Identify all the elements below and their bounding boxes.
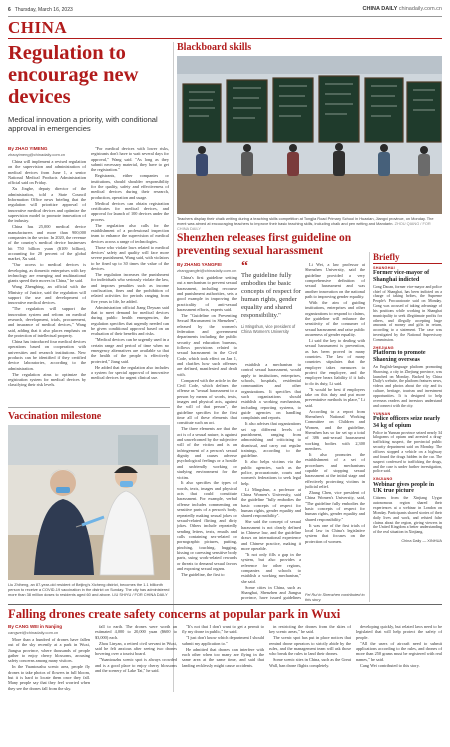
site-url: chinadaily.com.cn: [398, 6, 442, 12]
paragraph: According to a report from Shenzhen's National Working Committee on Children and Women, and the guideline, Shenzhen has so far set up a total of 386 anti-sexual harassment working bodies with 2,300 members.: [305, 408, 365, 452]
lead-deck: Medical innovation a priority, with conditional approval in emergencies: [8, 115, 158, 134]
masthead: CHINA DAILY: [362, 6, 398, 12]
paragraph: Compared with the article in the Civil Code, which defines the offense as "sexual harassment to a person by means of words, texts, images and physical acts, against the will of that person", the guideline specifies for the first time all of these elements that constitute such an act.: [177, 377, 237, 426]
paragraph: "Our access to medical devices is developing, as domestic enterprises with key technology are emerging and multinational giants speed their moves in China," he said.: [8, 262, 86, 284]
page-number: 6: [8, 7, 11, 13]
wuxi-body-2: [95, 624, 177, 742]
shenzhen-headline: Shenzhen releases first guideline on preventing sexual harassment: [177, 232, 352, 257]
paragraph: "For medical devices with lower risks, registrants don't have to wait several days for approval," Wang said. "As long as they submit necessary material, they have to get the registration.": [91, 146, 169, 173]
shenzhen-body-1: [177, 275, 237, 600]
wuxi-body-5: [356, 624, 442, 742]
brief-headline: Platform to promote Shaoxing overseas: [373, 350, 426, 364]
section-rule: [8, 38, 442, 39]
brief-headline: Police officers seize nearly 34 kg of opium: [373, 416, 441, 429]
wuxi-email: cangwei@chinadaily.com.cn: [8, 630, 59, 635]
paragraph: The regulation aims to optimize the registration system for medical devices by classifying their risk levels.: [8, 371, 86, 388]
blackboard-photo: [177, 56, 442, 214]
brief-item: [373, 346, 442, 409]
paragraph: It also advises that organizations set up different levels of punishment, ranging from admonishing and criticizing to dismissal, and carry out regular trainings, according to the guideline.: [241, 421, 301, 459]
paragraph: In the Yuantouzhu scenic area, people fly drones to take photos of flowers in full bloom, but it is hard to locate them once they fall. Many people say that they feel worried when they see the drones fall from the sky.: [8, 664, 90, 691]
brief-item: [373, 266, 442, 343]
paragraph: "It's not that I don't want to get a permit to fly my drone in public," he said.: [182, 624, 264, 635]
wuxi-headline: Falling drones create safety concerns at popular park in Wuxi: [8, 607, 341, 621]
shenzhen-email: zhangyangfei@chinadaily.com.cn: [177, 268, 237, 273]
lead-email: zhaoyimeng@chinadaily.com.cn: [8, 152, 66, 157]
brief-text: Gong Daoan, former vice-mayor and police chief of Shanghai, has been indicted on a charge of taking bribes, the Supreme People's Procuratorate said on Monday. Gong was accused of taking advantage of his positions while working in Shanghai municipality to seek illegitimate profits for others, and illegally accepting huge amounts of money and gifts in return, according to a statement. The case was investigated by the National Supervisory Commission.: [373, 283, 442, 342]
paragraph: The guideline, the first to: [181, 571, 225, 577]
paragraph: Some cities in China, such as Shanghai, Shenzhen and Jiangsu province, have issued guidelines: [241, 584, 301, 600]
page-folio: [8, 5, 442, 17]
paragraph: China's first guideline setting out a mechanism to prevent sexual harassment, including recourse and punishment authorities, sets a good example in improving the practicality of anti-sexual harassment efforts, experts said.: [177, 275, 237, 313]
paragraph: "Medical devices can be urgently used in a certain range and period of time when no emergency alternatives are available so that the health of the people is effectively protected," Jiang said.: [91, 337, 169, 364]
paragraph: Administration official Jiang Deyuan said that to meet demand for medical devices during public health emergencies, the regulation specifies that urgently needed can be given conditional approval based on an evaluation of their benefits and risks.: [91, 304, 169, 337]
brief-tag: YUNNAN: [373, 411, 391, 416]
paragraph: Wang Zhengbing, an official with the Ministry of Justice, said the regulation will support the use and development of innovative medical devices.: [8, 284, 86, 306]
paragraph: Zhou Linyan, a retired civil servant in Wuxi, said he felt anxious after seeing two drones hovering over a tourist board.: [95, 640, 177, 657]
briefly-sidebar: [373, 252, 442, 604]
paragraph: "All the users of aircraft need to submit applications according to the rules, and drones of more than 250 grams must be registered with real names," he said.: [356, 640, 442, 662]
lead-byline: By ZHAO YIMENG: [8, 146, 48, 151]
paragraph: "Yuantouzhu scenic spot is always crowded and is a good place to enjoy cherry blossoms and the scenery of Lake Tai," he said.: [95, 657, 177, 673]
paragraph: in restricting the drones from the skies of key scenic areas," he said.: [269, 624, 351, 635]
briefly-rule: [373, 263, 442, 264]
paragraph: The three elements are that the act is of a sexual nature, is against and unwelcomed by the subjective will of the victim and is an infringement of a person's sexual dignity and causes adverse psychological feelings or a hostile and unfriendly working or studying environment for the victim.: [177, 426, 237, 480]
shenzhen-byline: By ZHANG YANGFEI: [177, 262, 222, 267]
shenzhen-note: Fei Rui in Shenzhen contributed to this story.: [305, 592, 365, 602]
pull-quote-source: Li Mingshun, vice president of China Women's University: [241, 323, 296, 334]
paragraph: "It not only fills a gap in the system, but also provides a reference for other regions, companies and schools to establish a working mechanism," she said.: [241, 552, 301, 584]
column-divider: [173, 42, 174, 692]
lead-body-2: [91, 146, 169, 404]
vaccination-image: [8, 425, 170, 580]
wuxi-byline: By CANG WEI in Nanjing: [8, 624, 63, 629]
paragraph: establish a mechanism to control sexual harassment, would apply to institutions, enterprises, schools, hospitals, residential communities and other organizations. It specifies that such organizations should establish a working mechanism, including reporting systems, to guide agencies on handling complaints and reports.: [241, 362, 301, 421]
shenzhen-column-1: [177, 262, 237, 600]
paragraph: It also specifies the types of words, texts, images and physical acts that could constitute harassment. For example, verbal offense includes commenting on sensitive parts of a person's body, repeatedly making sexual jokes or sexual-related flirting and dirty jokes. Others include repeatedly sending letters, texts, emails and calls containing sex-related or pornographic pictures, putting, pinching, touching, hugging, kissing or caressing sensitive body parts, using work-related rewards or threats to demand sexual favors and exposing sexual organs.: [177, 480, 237, 571]
section-name: CHINA: [8, 18, 68, 37]
lead-column-1: [8, 146, 86, 404]
brief-text: Citizens from the Xinjiang Uygur autonomous region shared their experiences at a webinar in London on Monday. Participants shared stories of their daily lives and work, and refuted false claims about the region, giving viewers in the United Kingdom a better understanding of the real situation in Xinjiang.: [373, 495, 442, 535]
paragraph: "I just don't know which department I should submit my application to.": [182, 635, 264, 646]
brief-item: [373, 477, 442, 535]
column-divider: [369, 252, 370, 602]
paragraph: Registrants, either companies or institutions, should shoulder responsibility for the quality, safety and effectiveness of medical devices during their research, production, operation and usage.: [91, 173, 169, 200]
paragraph: Xu Jinghe, deputy director of the administration, told a State Council Information Office news briefing that the regulation will prioritize approval of innovative medical devices and optimize the supervision model to promote innovation of the industry.: [8, 186, 86, 224]
paragraph: The "Guideline on Preventing Sexual Harassment in Shenzhen", released by the women's federation and government departments including the public security and education bureaus, follows provisions related to sexual harassment in the Civil Code, which took effect on Jan 1, and clarifies how such offenses are defined, manifested and dealt with.: [177, 313, 237, 377]
paragraph: The scenic spot has put in place notices that remind drone operators to strictly abide by the rules, and the management team will ask those who break the rules to land their drones.: [269, 635, 351, 657]
paragraph: Medical devices can obtain registration certificates for medical devices, and approval for launch of 100 devices under the process.: [91, 200, 169, 222]
pull-quote-text: The guideline fully embodies the basic concepts of respect for human rights, gender equality and shared responsibility.": [241, 272, 301, 320]
photo-caption: [177, 216, 442, 231]
paragraph: Those who violate laws related to medical devices' safety and quality will face more severe punishment, Wang said, with violators to be fined up to 30 times the value of the devices.: [91, 244, 169, 271]
paragraph: The regulation also calls for the establishment of a professional inspection team to enhance the supervision of medical devices across a range of technologies.: [91, 222, 169, 244]
paragraph: More than a hundred of drones have fallen out of the sky recently at a park in Wuxi, Jiangsu province, where thousands of people gather to enjoy cherry blossoms, arousing safety concerns among many visitors.: [8, 637, 90, 664]
paragraph: China has introduced four medical devices operations based on cooperation with universities and research institutions. New products can be identified if they certified device laboratories, according to the administration.: [8, 338, 86, 371]
paragraph: It also promotes the establishment of a set of procedures and mechanisms capable of stopping sexual harassment at the initial stage and effectively protecting victims in judicial relief.: [305, 452, 365, 490]
paragraph: China will implement a revised regulation on the supervision and administration of medical devices from June 1, a senior National Medical Products Administration official said on Friday.: [8, 159, 86, 186]
section-divider: [8, 407, 170, 408]
paragraph: It was one of the first trials of local law in China's legislative system that focuses on the protection of women.: [305, 522, 365, 544]
briefly-title: Briefly: [373, 252, 400, 262]
paragraph: "It would be best if employers take on this duty and put more preventative methods in place," Li said.: [305, 386, 365, 408]
paragraph: He admitted that drones can interfere with each other when too many are flying in the same area at the same time, and said that landing recklessly might cause accidents.: [182, 646, 264, 668]
section-divider: [8, 604, 442, 605]
shenzhen-body-3: [305, 262, 365, 590]
vaccination-photo: [8, 425, 170, 580]
brief-tag: ZHEJIANG: [373, 345, 394, 350]
brief-headline: Former vice-mayor of Shanghai indicted: [373, 270, 430, 283]
paragraph: Some scenic sites in China, such as the Great Wall, ban drone flights completely.: [269, 657, 351, 668]
brief-text: An English-language platform promoting Shaoxing, a city in Zhejiang province, was launched on Monday. Backed by China Daily's website, the platform features news, videos and photos about the city and its culture, heritage, tourism and investment opportunities. It is designed to help overseas readers and investors understand and connect with the city.: [373, 363, 442, 408]
brief-tag: SHANGHAI: [373, 265, 395, 270]
quote-mark-icon: “: [241, 259, 248, 274]
pull-quote: [241, 259, 301, 334]
paragraph: Zhang Chen, vice president of China Women's University, said, "The guideline fully embodies the basic concepts of respect for human rights, gender equality and shared responsibility.": [305, 490, 365, 522]
shenzhen-body-2: [241, 362, 301, 600]
wuxi-body-3: [182, 624, 264, 742]
lead-body-1: [8, 159, 86, 405]
paragraph: developing quickly, but related laws need to be legislated that will help protect the safety of people.: [356, 624, 442, 640]
photo-title: Blackboard skills: [177, 42, 252, 53]
brief-headline: Webinar gives people in UK true picture: [373, 481, 435, 495]
brief-tag: XINJIANG: [373, 477, 393, 482]
paragraph: China has 25,000 medical device manufacturers and more than 900,000 companies in the sector. In 2020, the revenue of the country's medical device businesses hit 750 billion yuan ($109 billion), accounting for 20 percent of the global market, Xu said.: [8, 224, 86, 262]
paragraph: Cang Wei contributed to this story.: [360, 662, 420, 668]
vaccination-title: Vaccination milestone: [8, 411, 102, 422]
vaccination-caption: Liu Zhiheng, an 87-year-old resident of Beijing's Xicheng district, becomes the 1.1 billionth person to receive a COVID-19 vaccination in the district on Sunday. The city has administered more than 38 million doses to residents aged 60 and above. LIU SHIYU / FOR CHINA DAILY: [8, 582, 170, 597]
briefly-contributor: China Daily — XINHUA: [401, 538, 442, 544]
brief-item: [373, 412, 442, 475]
paragraph: Li Wei, a law professor at Shenzhen University, said the guideline provided a very comprehensive definition of sexual harassment and was another innovation on the national path to improving gender equality.: [305, 262, 365, 300]
wuxi-body-4: [269, 624, 351, 742]
brief-text: Police in Yunnan province seized nearly 34 kilograms of opium and arrested a drug-trafficking suspect, the provincial public security department said on Monday. The officers stopped a vehicle on a highway and found the drugs hidden in the car. The suspect confessed to trafficking the drugs, and the case is under further investigation, police said.: [373, 429, 442, 474]
paragraph: It also helps victims via the public agencies, such as the police, procuratorate, courts and women's federations to seek legal help.: [241, 459, 301, 486]
paragraph: She said the concept of sexual harassment is not clearly defined in Chinese law, and the guideline draws on international experience and Chinese practice, making it more operable.: [241, 519, 301, 552]
paragraph: With the aim of guiding institutions, enterprises and other organizations to respond to claims, the guideline will enhance the sensitivity of the consumer of sexual harassment and raise public awareness of gender equality.: [305, 300, 365, 338]
paragraph: He added that the regulation also includes a system for special approval of innovative medical devices for urgent clinical use.: [91, 364, 169, 381]
paragraph: fall to earth. The drones were worth an estimated 4,000 to 20,000 yuan ($600 to $3,000) each.: [95, 624, 177, 640]
wuxi-body-1: [8, 637, 90, 743]
paragraph: The regulation increases the punishment for individuals who seriously violate the law, and imposes penalties such as income confiscation, fines and the prohibition of related activities for periods ranging from five years to life, he added.: [91, 271, 169, 304]
paragraph: Li said the key to dealing with sexual harassment is prevention, as has been proved in many countries. The law of many countries stipulates that the employer takes measures to protect the employee, and the employee bears liability if it fails to do its duty, Li said.: [305, 338, 365, 386]
lead-headline: Regulation to encourage new devices: [8, 42, 139, 108]
wuxi-column-1: [8, 624, 90, 742]
classroom-image: [177, 56, 442, 214]
photo-caption-text: Teachers display their chalk writing during a teaching skills competition at Tongjia Road Primary School in Huaxian, Jiangxi province, on Monday. The event was aimed at encouraging teachers to improve their basic teaching skills, including chalk and pen writing and Mandarin.: [177, 216, 434, 226]
photo-credit: ZHOU QIANG / FOR CHINA DAILY: [177, 221, 431, 231]
paragraph: Li Mingshun, a professor at China Women's University, said the guideline "fully embodies the basic concepts of respect for human rights, gender equality and shared responsibility".: [241, 486, 301, 519]
paragraph: "The regulation will support the innovation system and reform on medical research, development, trials, procurement, and insurance of medical devices," Wang said, adding that it also places emphasis on the protection of intellectual property.: [8, 306, 86, 338]
issue-date: Thursday, March 16, 2023: [14, 7, 73, 13]
